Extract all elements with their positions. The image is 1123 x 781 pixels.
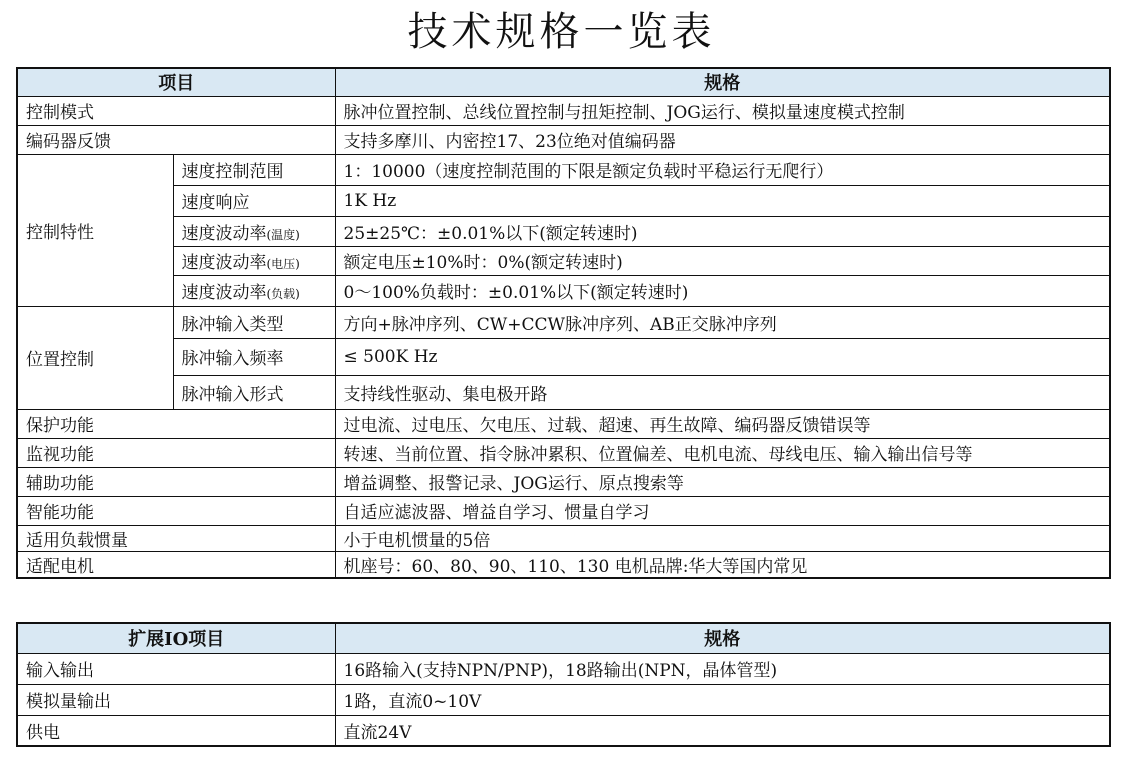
sub-label-suffix: (电压) <box>266 257 300 271</box>
io-row-label: 输入输出 <box>17 653 335 684</box>
io-header-row <box>17 623 1110 653</box>
io-row-value: 1路，直流0~10V <box>335 684 1110 715</box>
table-row <box>17 375 1110 409</box>
row-label-intelligent: 智能功能 <box>17 496 335 525</box>
sub-value: 支持线性驱动、集电极开路 <box>335 375 1110 409</box>
page-title: 技术规格一览表 <box>407 9 716 55</box>
table-row <box>17 467 1110 496</box>
table-row <box>17 653 1110 684</box>
sub-label-suffix: (负载) <box>266 287 300 301</box>
header-item: 项目 <box>17 68 335 96</box>
table-row <box>17 715 1110 746</box>
table-row <box>17 409 1110 438</box>
sub-label: 速度控制范围 <box>173 154 335 185</box>
group-label-control-characteristics: 控制特性 <box>17 154 173 306</box>
row-label-protection: 保护功能 <box>17 409 335 438</box>
table-row <box>17 684 1110 715</box>
spec-header-row <box>17 68 1110 96</box>
sub-value: 1K Hz <box>335 185 1110 216</box>
table-row <box>17 551 1110 578</box>
io-header-item: 扩展IO项目 <box>17 623 335 653</box>
io-header-spec: 规格 <box>335 623 1110 653</box>
row-value-encoder: 支持多摩川、内密控17、23位绝对值编码器 <box>335 125 1110 154</box>
row-value-protection: 过电流、过电压、欠电压、过载、超速、再生故障、编码器反馈错误等 <box>335 409 1110 438</box>
sub-label: 速度波动率(负载) <box>173 275 335 306</box>
io-row-value: 直流24V <box>335 715 1110 746</box>
sub-value: 额定电压±10%时：0%(额定转速时) <box>335 246 1110 275</box>
io-row-label: 供电 <box>17 715 335 746</box>
header-spec: 规格 <box>335 68 1110 96</box>
sub-label: 速度波动率(温度) <box>173 216 335 246</box>
row-label-control-mode: 控制模式 <box>17 96 335 125</box>
group-label-position-control: 位置控制 <box>17 306 173 409</box>
row-value-monitoring: 转速、当前位置、指令脉冲累积、位置偏差、电机电流、母线电压、输入输出信号等 <box>335 438 1110 467</box>
table-row <box>17 275 1110 306</box>
sub-label: 脉冲输入类型 <box>173 306 335 338</box>
row-label-load-inertia: 适用负载惯量 <box>17 525 335 551</box>
io-row-value: 16路输入(支持NPN/PNP)，18路输出(NPN，晶体管型) <box>335 653 1110 684</box>
row-value-control-mode: 脉冲位置控制、总线位置控制与扭矩控制、JOG运行、模拟量速度模式控制 <box>335 96 1110 125</box>
sub-value: 0～100%负载时：±0.01%以下(额定转速时) <box>335 275 1110 306</box>
row-value-motor: 机座号：60、80、90、110、130 电机品牌:华大等国内常见 <box>335 551 1110 578</box>
sub-value: 方向+脉冲序列、CW+CCW脉冲序列、AB正交脉冲序列 <box>335 306 1110 338</box>
sub-label-suffix: (温度) <box>266 227 300 242</box>
table-row <box>17 525 1110 551</box>
row-label-motor: 适配电机 <box>17 551 335 578</box>
row-value-load-inertia: 小于电机惯量的5倍 <box>335 525 1110 551</box>
table-row <box>17 246 1110 275</box>
sub-value: 25±25℃：±0.01%以下(额定转速时) <box>335 216 1110 246</box>
table-row <box>17 338 1110 375</box>
table-row <box>17 496 1110 525</box>
table-row <box>17 96 1110 125</box>
table-row <box>17 306 1110 338</box>
sub-value: 1：10000（速度控制范围的下限是额定负载时平稳运行无爬行） <box>335 154 1110 185</box>
sub-label: 脉冲输入频率 <box>173 338 335 375</box>
sub-label: 脉冲输入形式 <box>173 375 335 409</box>
table-row <box>17 125 1110 154</box>
table-row <box>17 154 1110 185</box>
row-label-auxiliary: 辅助功能 <box>17 467 335 496</box>
table-row <box>17 185 1110 216</box>
row-value-intelligent: 自适应滤波器、增益自学习、惯量自学习 <box>335 496 1110 525</box>
sub-label: 速度波动率(电压) <box>173 246 335 275</box>
sub-label: 速度响应 <box>173 185 335 216</box>
io-row-label: 模拟量输出 <box>17 684 335 715</box>
table-row <box>17 216 1110 246</box>
spec-table <box>16 67 1111 579</box>
table-row <box>17 438 1110 467</box>
row-label-monitoring: 监视功能 <box>17 438 335 467</box>
row-value-auxiliary: 增益调整、报警记录、JOG运行、原点搜索等 <box>335 467 1110 496</box>
sub-value: ≤ 500K Hz <box>335 338 1110 375</box>
row-label-encoder: 编码器反馈 <box>17 125 335 154</box>
io-table <box>16 622 1111 747</box>
